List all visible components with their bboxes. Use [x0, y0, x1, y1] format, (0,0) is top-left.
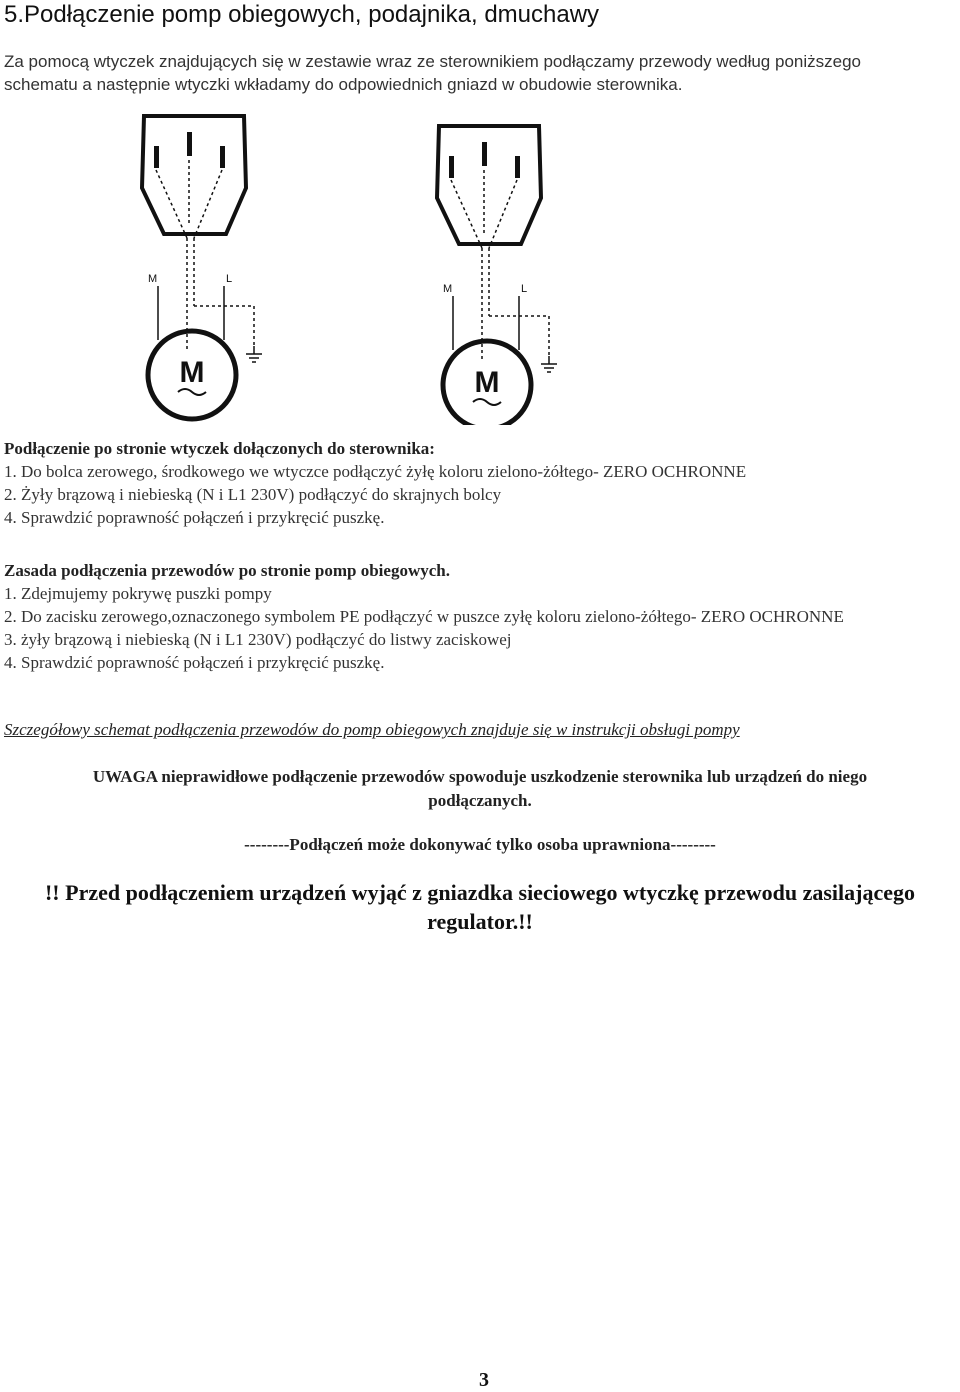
plug-label-m: M	[148, 273, 158, 285]
section-pump-item: 2. Do zacisku zerowego,oznaczonego symbolem PE podłączyć w puszce zyłę koloru zielono-żółtego- ZERO OCHRONNE	[4, 607, 844, 626]
final-warning	[0, 878, 960, 936]
ground-icon-left	[246, 346, 262, 362]
motor-symbol-left: M	[179, 356, 205, 389]
page-heading: 5.Podłączenie pomp obiegowych, podajnika, dmuchawy	[4, 1, 600, 28]
plug-label-l: L	[226, 273, 233, 285]
section-plug-item: 2. Żyły brązową i niebieską (N i L1 230V) podłączyć do skrajnych bolcy	[4, 485, 502, 504]
plug-label-m: M	[443, 283, 453, 295]
section-pump-item: 3. żyły brązową i niebieską (N i L1 230V) podłączyć do listwy zaciskowej	[4, 630, 512, 649]
section-plug	[4, 437, 934, 529]
ground-icon-right	[541, 356, 557, 372]
section-plug-item: 1. Do bolca zerowego, środkowego we wtyczce podłączyć żyłę koloru zielono-żółtego- ZERO OCHRONNE	[4, 462, 747, 481]
plug-diagram-right	[437, 126, 557, 425]
wiring-diagram	[130, 110, 590, 425]
section-plug-item: 4. Sprawdzić poprawność połączeń i przykręcić puszkę.	[4, 508, 385, 527]
warning-line-2: podłączanych.	[428, 791, 532, 810]
section-pump-item: 4. Sprawdzić poprawność połączeń i przykręcić puszkę.	[4, 653, 385, 672]
page-number: 3	[479, 1369, 489, 1391]
motor-symbol-right: M	[474, 366, 500, 399]
authorized-person-notice: --------Podłączeń może dokonywać tylko osoba uprawniona--------	[244, 835, 716, 854]
warning-text	[0, 765, 960, 813]
intro-paragraph	[4, 50, 944, 96]
plug-label-l: L	[521, 283, 528, 295]
section-pump-title: Zasada podłączenia przewodów po stronie pomp obiegowych.	[4, 561, 450, 580]
pump-manual-note: Szczegółowy schemat podłączenia przewodów do pomp obiegowych znajduje się w instrukcji obsługi pompy	[4, 720, 740, 739]
final-warning-line-1: !! Przed podłączeniem urządzeń wyjąć z gniazdka sieciowego wtyczkę przewodu zasilającego	[44, 880, 916, 905]
section-plug-title: Podłączenie po stronie wtyczek dołączonych do sterownika:	[4, 439, 435, 458]
warning-line-1: UWAGA nieprawidłowe podłączenie przewodów spowoduje uszkodzenie sterownika lub urządzeń do niego	[92, 767, 868, 786]
intro-line-1: Za pomocą wtyczek znajdujących się w zestawie wraz ze sterownikiem podłączamy przewody według poniższego	[4, 52, 861, 71]
plug-diagram-left	[142, 116, 262, 419]
final-warning-line-2: regulator.!!	[427, 909, 533, 934]
intro-line-2: schematu a następnie wtyczki wkładamy do odpowiednich gniazd w obudowie sterownika.	[4, 75, 683, 94]
section-pump-item: 1. Zdejmujemy pokrywę puszki pompy	[4, 584, 272, 603]
section-pump	[4, 559, 934, 674]
